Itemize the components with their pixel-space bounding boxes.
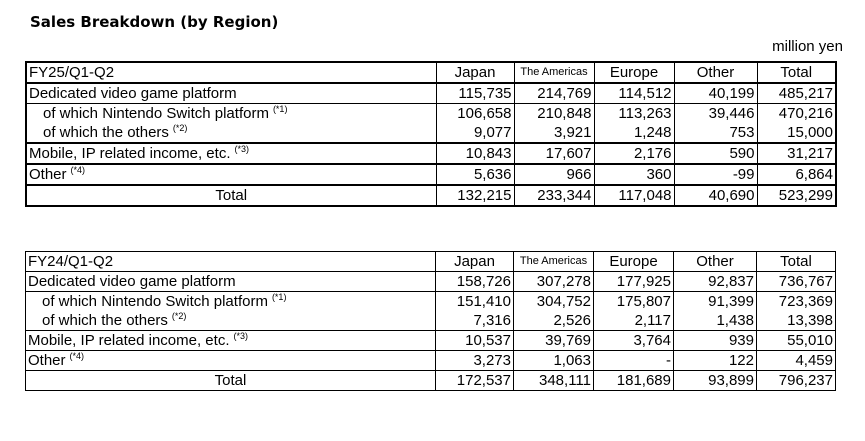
row-label: Mobile, IP related income, etc. bbox=[28, 332, 230, 349]
cell-value: 10,843 bbox=[436, 143, 514, 164]
table-row bbox=[26, 143, 836, 164]
cell-value: 9,077 bbox=[436, 123, 514, 143]
col-header-total: Total bbox=[757, 252, 836, 272]
cell-value: 55,010 bbox=[757, 331, 836, 351]
cell-value: 3,921 bbox=[514, 123, 594, 143]
cell-value: 3,273 bbox=[436, 351, 514, 371]
cell-value: 115,735 bbox=[436, 83, 514, 104]
cell-value: 31,217 bbox=[757, 143, 836, 164]
cell-value: 175,807 bbox=[594, 292, 674, 312]
period-label: FY24/Q1-Q2 bbox=[26, 252, 436, 272]
cell-value: 1,438 bbox=[674, 311, 757, 331]
cell-value: 470,216 bbox=[757, 104, 836, 124]
cell-value: 151,410 bbox=[436, 292, 514, 312]
cell-value: 348,111 bbox=[514, 371, 594, 391]
col-header-europe: Europe bbox=[594, 252, 674, 272]
col-header-europe: Europe bbox=[594, 62, 674, 83]
row-label: Other bbox=[28, 352, 66, 369]
cell-value: 590 bbox=[674, 143, 757, 164]
cell-value: 106,658 bbox=[436, 104, 514, 124]
footnote-mark: (*3) bbox=[234, 144, 250, 154]
cell-value: 15,000 bbox=[757, 123, 836, 143]
cell-value: 93,899 bbox=[674, 371, 757, 391]
cell-value: 210,848 bbox=[514, 104, 594, 124]
cell-value: 39,446 bbox=[674, 104, 757, 124]
cell-value: 753 bbox=[674, 123, 757, 143]
cell-value: 2,526 bbox=[514, 311, 594, 331]
cell-value: -99 bbox=[674, 164, 757, 185]
total-label: Total bbox=[26, 371, 436, 391]
cell-value: 723,369 bbox=[757, 292, 836, 312]
cell-value: 113,263 bbox=[594, 104, 674, 124]
cell-value: 233,344 bbox=[514, 185, 594, 206]
cell-value: 177,925 bbox=[594, 272, 674, 292]
cell-value: 1,248 bbox=[594, 123, 674, 143]
page-title: Sales Breakdown (by Region) bbox=[30, 13, 279, 31]
table-row bbox=[26, 331, 836, 351]
cell-value: 13,398 bbox=[757, 311, 836, 331]
cell-value: 3,764 bbox=[594, 331, 674, 351]
table-row bbox=[26, 272, 836, 292]
cell-value: 91,399 bbox=[674, 292, 757, 312]
table-row bbox=[26, 164, 836, 185]
total-row bbox=[26, 371, 836, 391]
col-header-americas: The Americas bbox=[514, 62, 594, 83]
cell-value: 966 bbox=[514, 164, 594, 185]
cell-value: 17,607 bbox=[514, 143, 594, 164]
cell-value: 304,752 bbox=[514, 292, 594, 312]
cell-value: 939 bbox=[674, 331, 757, 351]
cell-value: 92,837 bbox=[674, 272, 757, 292]
cell-value: 181,689 bbox=[594, 371, 674, 391]
cell-value: 736,767 bbox=[757, 272, 836, 292]
table-row bbox=[26, 104, 836, 124]
cell-value: 10,537 bbox=[436, 331, 514, 351]
cell-value: 172,537 bbox=[436, 371, 514, 391]
cell-value: - bbox=[594, 351, 674, 371]
col-header-other: Other bbox=[674, 252, 757, 272]
unit-label: million yen bbox=[772, 38, 843, 55]
footnote-mark: (*4) bbox=[69, 351, 85, 361]
cell-value: 214,769 bbox=[514, 83, 594, 104]
col-header-other: Other bbox=[674, 62, 757, 83]
cell-value: 117,048 bbox=[594, 185, 674, 206]
col-header-japan: Japan bbox=[436, 252, 514, 272]
table-header-row bbox=[26, 62, 836, 83]
row-label: Mobile, IP related income, etc. bbox=[29, 145, 231, 162]
table-row bbox=[26, 311, 836, 331]
footnote-mark: (*2) bbox=[172, 123, 188, 133]
total-label: Total bbox=[26, 185, 436, 206]
row-label: Dedicated video game platform bbox=[28, 273, 236, 290]
cell-value: 132,215 bbox=[436, 185, 514, 206]
cell-value: 5,636 bbox=[436, 164, 514, 185]
cell-value: 4,459 bbox=[757, 351, 836, 371]
table-row bbox=[26, 83, 836, 104]
row-label: of which Nintendo Switch platform bbox=[43, 105, 269, 122]
footnote-mark: (*4) bbox=[70, 165, 86, 175]
row-label: of which Nintendo Switch platform bbox=[42, 293, 268, 310]
col-header-americas: The Americas bbox=[514, 252, 594, 272]
cell-value: 39,769 bbox=[514, 331, 594, 351]
footnote-mark: (*3) bbox=[233, 331, 249, 341]
cell-value: 2,176 bbox=[594, 143, 674, 164]
total-row bbox=[26, 185, 836, 206]
cell-value: 485,217 bbox=[757, 83, 836, 104]
cell-value: 2,117 bbox=[594, 311, 674, 331]
table-header-row bbox=[26, 252, 836, 272]
cell-value: 40,199 bbox=[674, 83, 757, 104]
sales-table-fy24 bbox=[25, 251, 836, 391]
sales-table-fy25 bbox=[25, 61, 837, 207]
cell-value: 1,063 bbox=[514, 351, 594, 371]
cell-value: 360 bbox=[594, 164, 674, 185]
row-label: of which the others bbox=[42, 312, 168, 329]
table-row bbox=[26, 351, 836, 371]
row-label: Dedicated video game platform bbox=[29, 85, 237, 102]
cell-value: 523,299 bbox=[757, 185, 836, 206]
cell-value: 122 bbox=[674, 351, 757, 371]
cell-value: 307,278 bbox=[514, 272, 594, 292]
footnote-mark: (*2) bbox=[171, 311, 187, 321]
col-header-japan: Japan bbox=[436, 62, 514, 83]
table-row bbox=[26, 292, 836, 312]
footnote-mark: (*1) bbox=[271, 292, 287, 302]
table-row bbox=[26, 123, 836, 143]
col-header-total: Total bbox=[757, 62, 836, 83]
row-label: Other bbox=[29, 166, 67, 183]
footnote-mark: (*1) bbox=[272, 104, 288, 114]
period-label: FY25/Q1-Q2 bbox=[26, 62, 436, 83]
row-label: of which the others bbox=[43, 124, 169, 141]
cell-value: 158,726 bbox=[436, 272, 514, 292]
cell-value: 40,690 bbox=[674, 185, 757, 206]
cell-value: 6,864 bbox=[757, 164, 836, 185]
cell-value: 7,316 bbox=[436, 311, 514, 331]
cell-value: 114,512 bbox=[594, 83, 674, 104]
cell-value: 796,237 bbox=[757, 371, 836, 391]
